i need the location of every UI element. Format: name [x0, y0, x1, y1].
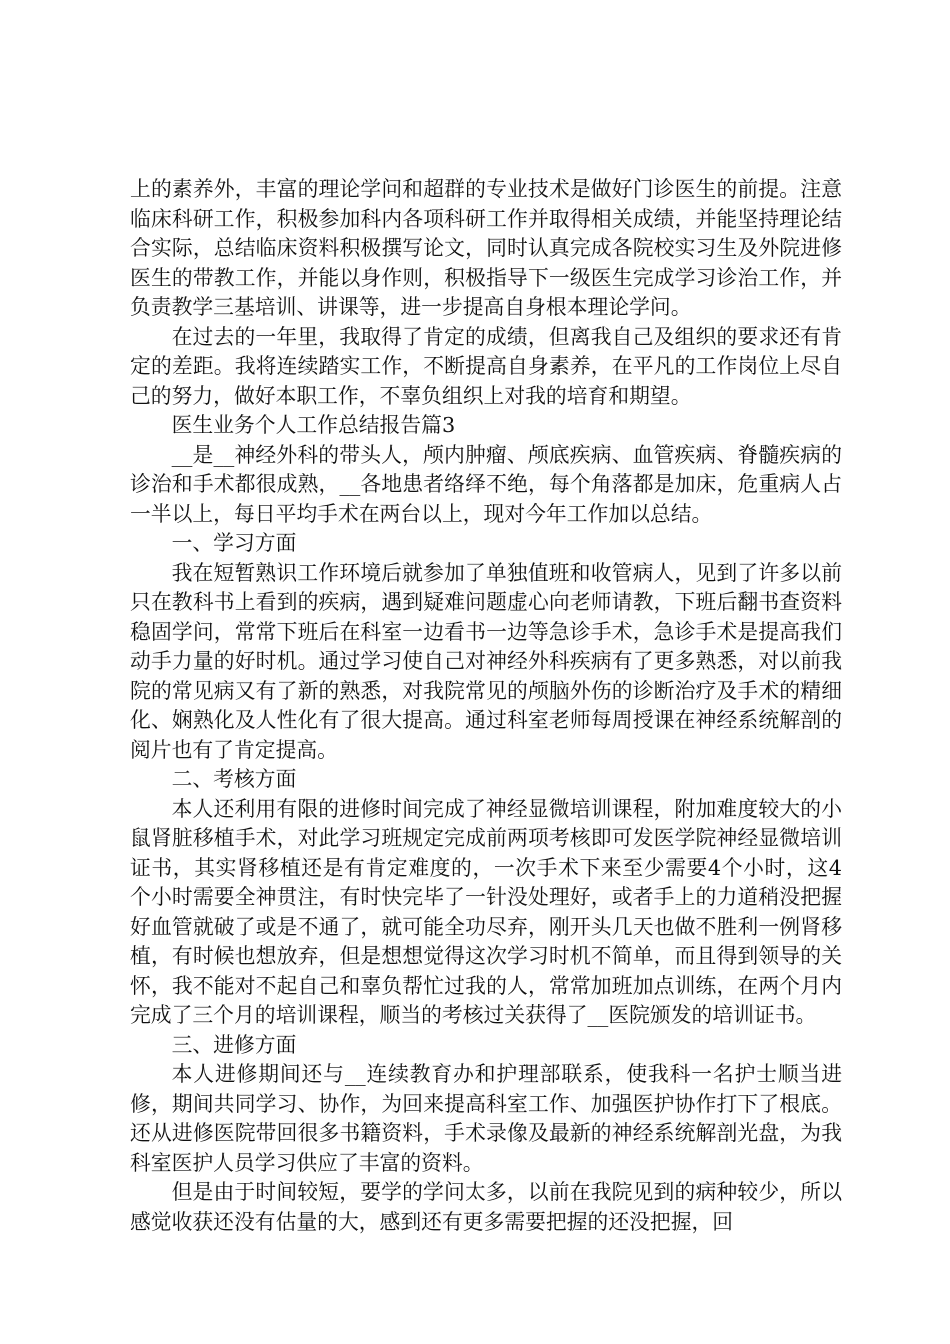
document-page	[130, 175, 842, 1237]
paragraph-5: 本人还利用有限的进修时间完成了神经显微培训课程，附加难度较大的小鼠肾脏移植手术，对此学习班规定完成前两项考核即可发医学院神经显微培训证书，其实肾移植还是有肯定难度的，一次手术下来至少需要4个小时，这4个小时需要全神贯注，有时快完毕了一针没处理好，或者手上的力道稍没把握好血管就破了或是不通了，就可能全功尽弃，刚开头几天也做不胜利一例肾移植，有时候也想放弃，但是想想觉得这次学习时机不简单，而且得到领导的关怀，我不能对不起自己和辜负帮忙过我的人，常常加班加点训练，在两个月内完成了三个月的培训课程，顺当的考核过关获得了__医院颁发的培训证书。	[130, 796, 842, 1027]
paragraph-7: 但是由于时间较短，要学的学问太多，以前在我院见到的病种较少，所以感觉收获还没有估量的大，感到还有更多需要把握的还没把握，回	[130, 1180, 842, 1234]
heading-study: 一、学习方面	[171, 531, 297, 555]
paragraph-6: 本人进修期间还与__连续教育办和护理部联系，使我科一名护士顺当进修，期间共同学习、协作，为回来提高科室工作、加强医护协作打下了根底。还从进修医院带回很多书籍资料，手术录像及最新的神经系统解剖光盘，为我科室医护人员学习供应了丰富的资料。	[130, 1062, 842, 1175]
paragraph-1: 上的素养外，丰富的理论学问和超群的专业技术是做好门诊医生的前提。注意临床科研工作，积极参加科内各项科研工作并取得相关成绩，并能坚持理论结合实际，总结临床资料积极撰写论文，同时认真完成各院校实习生及外院进修医生的带教工作，并能以身作则，积极指导下一级医生完成学习诊治工作，并负责教学三基培训、讲课等，进一步提高自身根本理论学问。	[130, 177, 842, 319]
heading-training: 三、进修方面	[171, 1032, 297, 1057]
paragraph-2: 在过去的一年里，我取得了肯定的成绩，但离我自己及组织的要求还有肯定的差距。我将连续踏实工作，不断提高自身素养，在平凡的工作岗位上尽自己的努力，做好本职工作，不辜负组织上对我的培育和期望。	[130, 324, 842, 408]
heading-assessment: 二、考核方面	[171, 767, 297, 791]
section-title: 医生业务个人工作总结报告篇3	[171, 413, 456, 437]
paragraph-4: 我在短暂熟识工作环境后就参加了单独值班和收管病人，见到了许多以前只在教科书上看到的疾病，遇到疑难问题虚心向老师请教，下班后翻书查资料稳固学问，常常下班后在科室一边看书一边等急诊手术，急诊手术是提高我们动手力量的好时机。通过学习使自己对神经外科疾病有了更多熟悉，对以前我院的常见病又有了新的熟悉，对我院常见的颅脑外伤的诊断治疗及手术的精细化、娴熟化及人性化有了很大提高。通过科室老师每周授课在神经系统解剖的阅片也有了肯定提高。	[130, 560, 842, 762]
paragraph-3: __是__神经外科的带头人，颅内肿瘤、颅底疾病、血管疾病、脊髓疾病的诊治和手术都很成熟，__各地患者络绎不绝，每个角落都是加床，危重病人占一半以上，每日平均手术在两台以上，现对今年工作加以总结。	[130, 442, 842, 526]
